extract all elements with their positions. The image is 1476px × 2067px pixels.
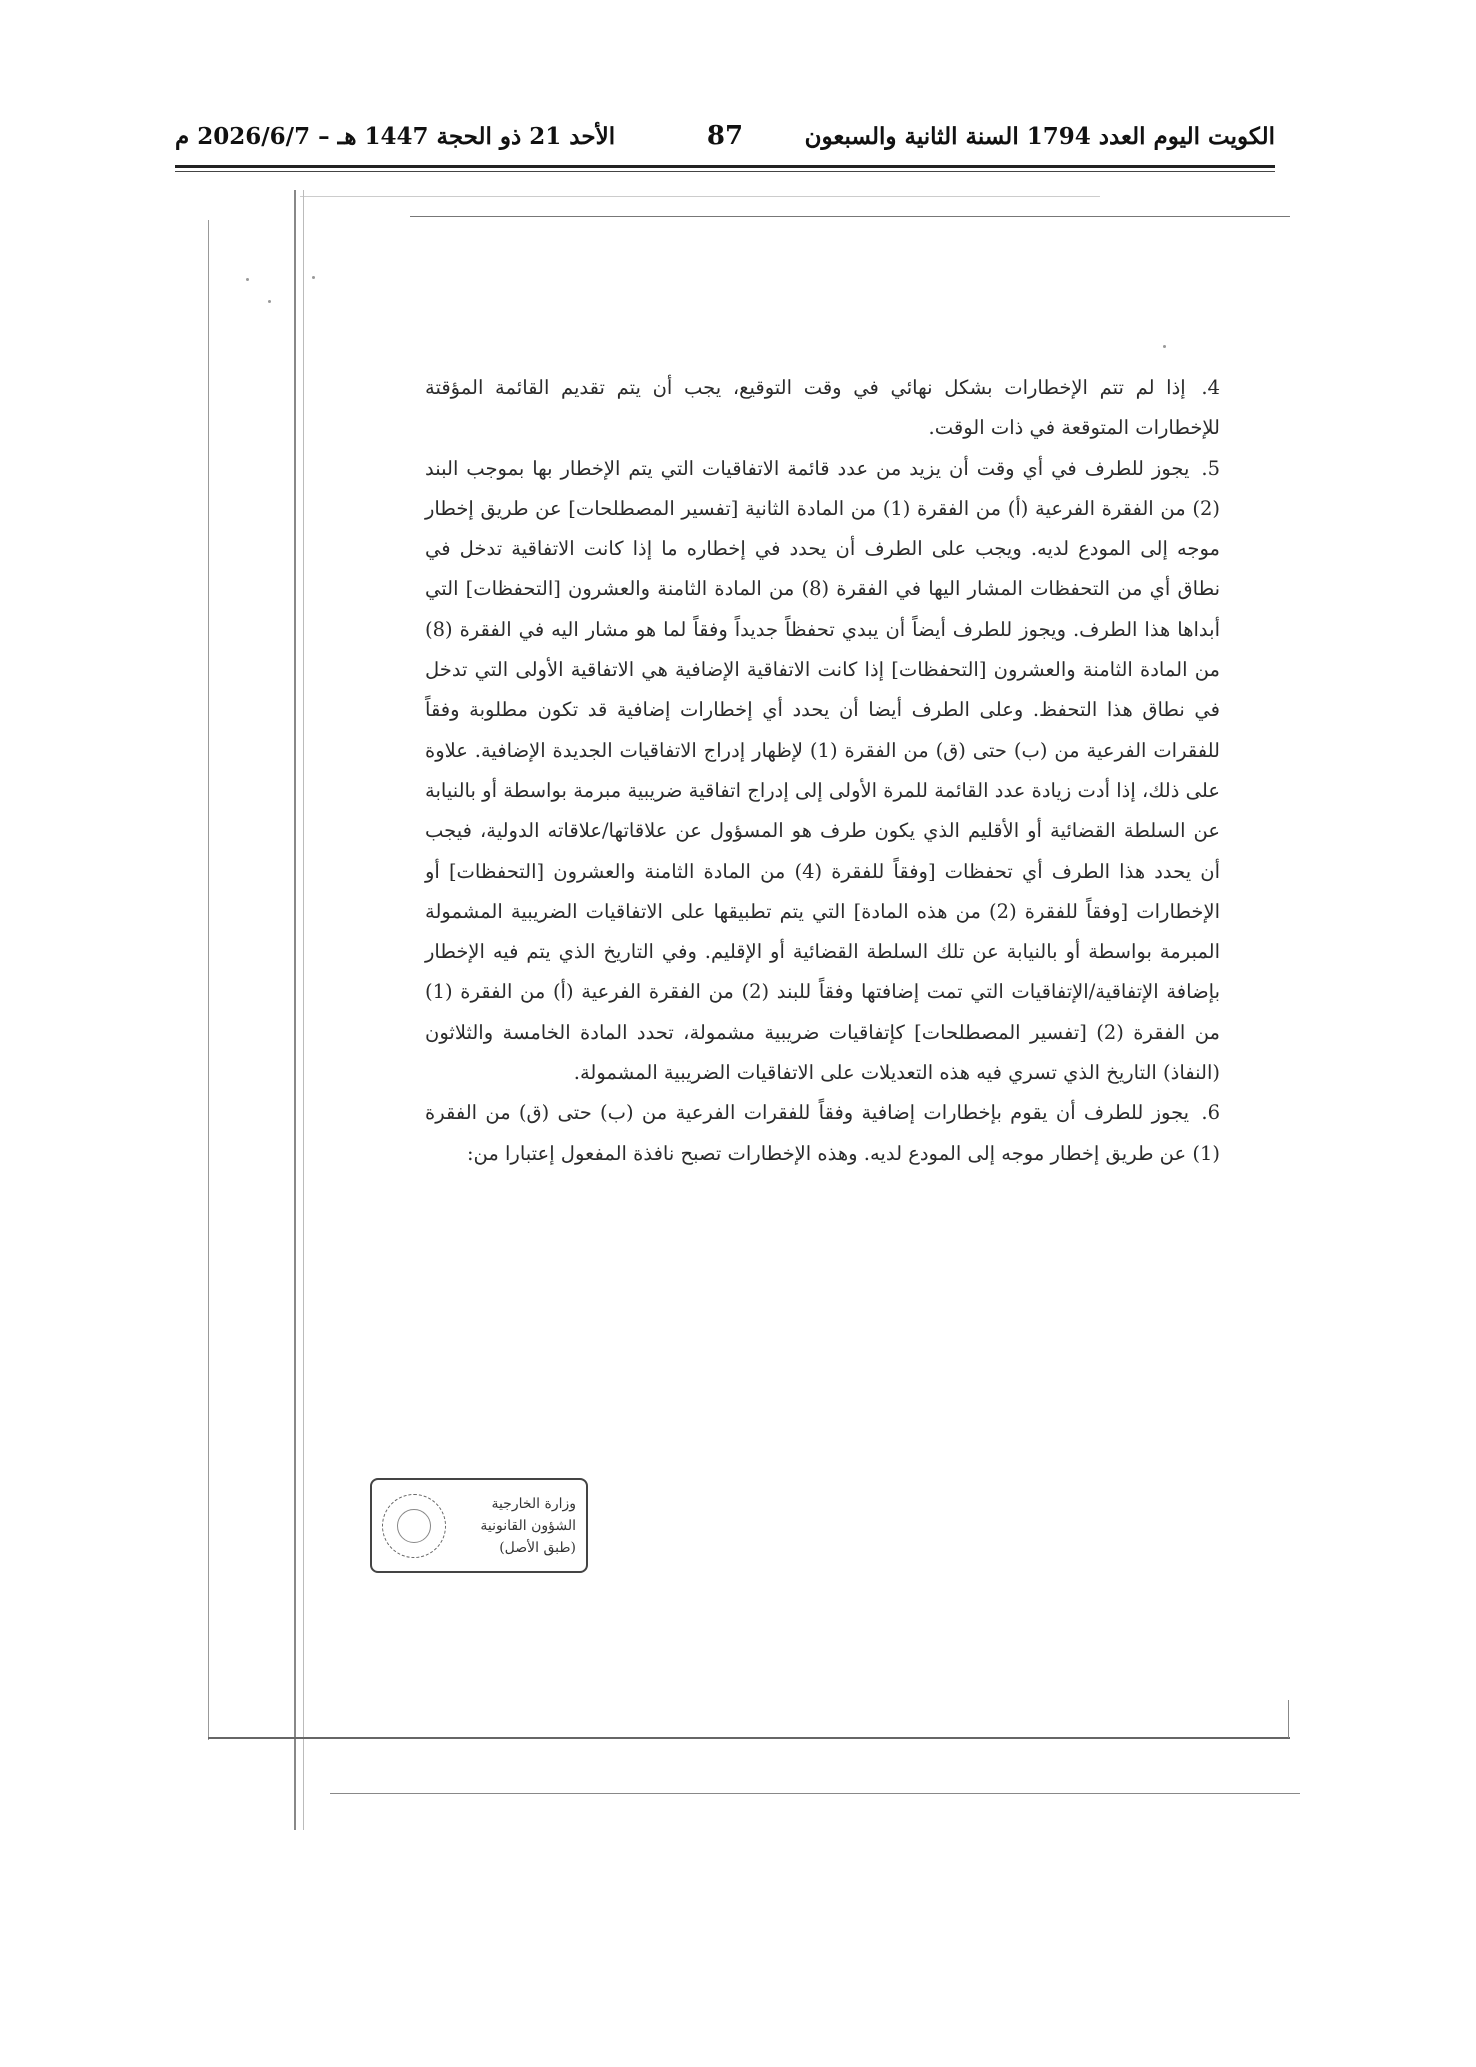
header-date: الأحد 21 ذو الحجة 1447 هـ – 2026/6/7 م	[175, 122, 616, 150]
header-rule	[175, 165, 1275, 168]
scan-edge-outer-left	[208, 220, 209, 1740]
scan-speck	[268, 300, 271, 303]
scan-speck	[246, 278, 249, 281]
list-item-number: 5.	[1201, 456, 1220, 480]
seal-icon	[382, 1494, 446, 1558]
list-item	[425, 368, 1220, 449]
scan-edge-right	[1288, 1700, 1289, 1738]
scan-edge-bottom-lower	[330, 1793, 1300, 1794]
scan-edge-top-faint	[300, 196, 1100, 197]
header-issue-info: الكويت اليوم العدد 1794 السنة الثانية والسبعون	[804, 122, 1275, 150]
scan-binding-line-faint	[303, 190, 304, 1830]
scan-edge-bottom	[208, 1737, 1290, 1739]
stamp-line: (طبق الأصل)	[499, 1539, 576, 1556]
list-item	[425, 1093, 1220, 1174]
scan-speck	[1163, 345, 1166, 348]
page-number: 87	[706, 121, 744, 151]
official-stamp	[370, 1478, 588, 1573]
gazette-header	[175, 118, 1275, 154]
scan-binding-line	[294, 190, 296, 1830]
list-item-text: يجوز للطرف في أي وقت أن يزيد من عدد قائمة الاتفاقيات التي يتم الإخطار بها بموجب البند (2) من الفقرة الفرعية (أ) من الفقرة (1) من المادة الثانية [تفسير المصطلحات] عن طريق إخطار موجه إلى المودع لديه. ويجب على الطرف أن يحدد في إخطاره ما إذا كانت الاتفاقية تدخل في نطاق أي من التحفظات المشار اليها في الفقرة (8) من المادة الثامنة والعشرون [التحفظات] التي أبداها هذا الطرف. ويجوز للطرف أيضاً أن يبدي تحفظاً جديداً وفقاً لما هو مشار اليه في الفقرة (8) من المادة الثامنة والعشرون [التحفظات] إذا كانت الاتفاقية الإضافية هي الاتفاقية الأولى التي تدخل في نطاق هذا التحفظ. وعلى الطرف أيضا أن يحدد أي إخطارات إضافية قد تكون مطلوبة وفقاً للفقرات الفرعية من (ب) حتى (ق) من الفقرة (1) لإظهار إدراج الاتفاقيات الجديدة الإضافية. علاوة على ذلك، إذا أدت زيادة عدد القائمة للمرة الأولى إلى إدراج اتفاقية ضريبية مبرمة بواسطة أو بالنيابة عن السلطة القضائية أو الأقليم الذي يكون طرف هو المسؤول عن علاقاتها/علاقاته الدولية، فيجب أن يحدد هذا الطرف أي تحفظات [وفقاً للفقرة (4) من المادة الثامنة والعشرون [التحفظات] أو الإخطارات [وفقاً للفقرة (2) من هذه المادة] التي يتم تطبيقها على الاتفاقيات الضريبية المشمولة المبرمة بواسطة أو بالنيابة عن تلك السلطة القضائية أو الإقليم. وفي التاريخ الذي يتم فيه الإخطار بإضافة الإتفاقية/الإتفاقيات التي تمت إضافتها وفقاً للبند (2) من الفقرة الفرعية (أ) من الفقرة (1) من الفقرة (2) [تفسير المصطلحات] كإتفاقيات ضريبية مشمولة، تحدد المادة الخامسة والثلاثون (النفاذ) التاريخ الذي تسري فيه هذه التعديلات على الاتفاقيات الضريبية المشمولة.	[425, 456, 1220, 1085]
document-body	[425, 368, 1220, 1174]
scan-speck	[312, 276, 315, 279]
list-item-text: يجوز للطرف أن يقوم بإخطارات إضافية وفقاً للفقرات الفرعية من (ب) حتى (ق) من الفقرة (1) عن طريق إخطار موجه إلى المودع لديه. وهذه الإخطارات تصبح نافذة المفعول إعتبارا من:	[425, 1101, 1220, 1165]
list-item-number: 4.	[1201, 376, 1220, 399]
list-item-number: 6.	[1201, 1101, 1221, 1125]
stamp-line: وزارة الخارجية	[491, 1495, 576, 1512]
header-rule-thin	[175, 171, 1275, 172]
scan-edge-top	[410, 216, 1290, 217]
list-item	[425, 449, 1220, 1094]
stamp-line: الشؤون القانونية	[480, 1517, 576, 1534]
list-item-text: إذا لم تتم الإخطارات بشكل نهائي في وقت التوقيع، يجب أن يتم تقديم القائمة المؤقتة للإخطارات المتوقعة في ذات الوقت.	[425, 376, 1220, 440]
